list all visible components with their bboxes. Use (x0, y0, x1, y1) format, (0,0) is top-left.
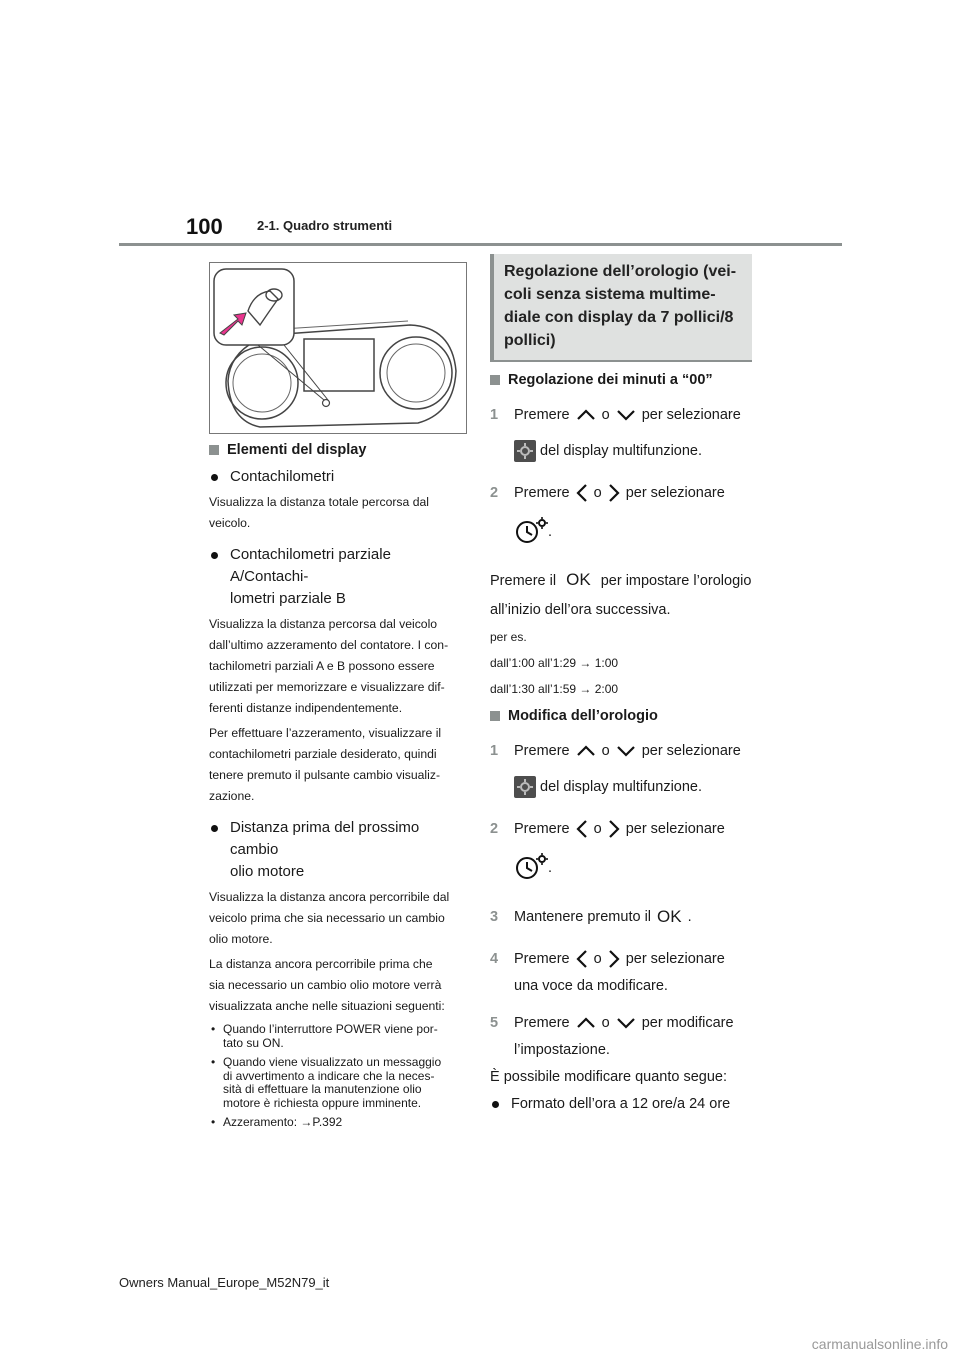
chevron-left-icon (576, 819, 588, 839)
modify-heading (490, 708, 752, 724)
title-rule (490, 360, 752, 362)
step-number: 1 (490, 407, 499, 423)
trip-desc-2: dall’ultimo azzeramento del contatore. I con- (209, 638, 449, 652)
square-bullet-icon (490, 375, 500, 385)
step-text: per selezionare (641, 743, 741, 759)
oil-desc2-3: visualizzata anche nelle situazioni seguenti: (209, 999, 445, 1013)
modify-step-4-sub: una voce da modificare. (514, 978, 668, 994)
step-number: 2 (490, 485, 499, 501)
modify-step-2 (490, 818, 752, 840)
page-number: 100 (186, 214, 223, 239)
list-item: • Quando l’interruttore POWER viene por- tato su ON. (211, 1022, 438, 1050)
display-heading-text: Elementi del display (227, 442, 367, 458)
or-text: o (601, 743, 610, 759)
trip-desc-5: ferenti distanze indipendentemente. (209, 701, 403, 715)
text: per impostare l’orologio (600, 573, 752, 589)
example-1: dall’1:00 all’1:29 → 1:00 (490, 656, 619, 670)
oil-title-line1: Distanza prima del prossimo cambio (230, 819, 420, 858)
chevron-right-icon (608, 949, 620, 969)
bullet-icon (211, 825, 218, 832)
possibile-text: È possibile modificare quanto segue: (490, 1069, 727, 1085)
step-text: del display multifunzione. (540, 443, 703, 459)
step-text: Premere (514, 1015, 570, 1031)
step-text: per selezionare (625, 951, 725, 967)
step-text: Premere (514, 743, 570, 759)
odometer-desc-2: veicolo. (209, 516, 251, 530)
minutes-heading (490, 372, 752, 388)
oil-desc2-1: La distanza ancora percorribile prima che (209, 957, 433, 971)
chevron-left-icon (576, 949, 588, 969)
step-text: Mantenere premuto il (514, 909, 652, 925)
step-number: 1 (490, 743, 499, 759)
trip-title-line2: lometri parziale B (230, 590, 346, 607)
watermark: carmanualsonline.info (811, 1336, 948, 1352)
chevron-right-icon (608, 819, 620, 839)
square-bullet-icon (490, 711, 500, 721)
trip-reset-2: contachilometri parziale desiderato, quindi (209, 747, 437, 761)
step-text: per selezionare (625, 485, 725, 501)
example-label: per es. (490, 630, 527, 644)
list-item-text: sità di effettuare la manutenzione olio (223, 1082, 422, 1096)
step-number: 4 (490, 951, 499, 967)
minutes-heading-text: Regolazione dei minuti a “00” (508, 372, 713, 388)
step-2-sub (490, 516, 752, 548)
format-item (490, 1093, 752, 1115)
modify-step-5 (490, 1012, 752, 1034)
oil-desc-3: olio motore. (209, 932, 273, 946)
or-text: o (593, 485, 602, 501)
or-text: o (593, 821, 602, 837)
clock-settings-icon (514, 516, 548, 548)
oil-desc-1: Visualizza la distanza ancora percorribile dal (209, 890, 450, 904)
modify-step-1-sub (490, 776, 752, 798)
step-number: 3 (490, 909, 499, 925)
footer: Owners Manual_Europe_M52N79_it (119, 1275, 330, 1290)
or-text: o (593, 951, 602, 967)
step-text: del display multifunzione. (540, 779, 703, 795)
instrument-cluster-figure (209, 262, 467, 434)
step-text: Premere (514, 485, 570, 501)
chevron-down-icon (616, 409, 636, 421)
step-text: Premere (514, 407, 570, 423)
step-text: per selezionare (625, 821, 725, 837)
modify-step-1 (490, 740, 752, 762)
oil-desc-2: veicolo prima che sia necessario un cambio (209, 911, 445, 925)
format-item-text: Formato dell’ora a 12 ore/a 24 ore (511, 1096, 731, 1112)
chevron-left-icon (576, 483, 588, 503)
list-item: • Quando viene visualizzato un messaggio di avvertimento a indicare che la neces- sità di effettuare la manutenzione olio motore è richiesta oppure imminente. (211, 1055, 442, 1110)
list-item-text: tato su ON. (223, 1035, 284, 1050)
list-item-text: Quando l’interruttore POWER viene por- (223, 1022, 438, 1036)
modify-heading-text: Modifica dell’orologio (508, 708, 658, 724)
ok-icon: OK (566, 570, 591, 589)
trip-desc-3: tachilometri parziali A e B possono essere (209, 659, 435, 673)
trip-reset-1: Per effettuare l’azzeramento, visualizzare il (209, 726, 442, 740)
settings-gear-icon (514, 440, 536, 462)
square-bullet-icon (209, 445, 219, 455)
title-line-4: pollici) (504, 332, 556, 349)
right-column (490, 254, 752, 1119)
list-item-text: Quando viene visualizzato un messaggio (223, 1055, 442, 1069)
bullet-icon (492, 1101, 499, 1108)
chevron-up-icon (576, 409, 596, 421)
odometer-title-text: Contachilometri (230, 468, 335, 485)
trip-reset-4: zazione. (209, 789, 255, 803)
ok-instruction (490, 566, 752, 595)
or-text: o (601, 1015, 610, 1031)
ok-icon: OK (657, 907, 682, 926)
bullet-icon (211, 474, 218, 481)
title-line-1: Regolazione dell’orologio (vei- (504, 263, 737, 280)
oil-title-line2: olio motore (230, 863, 305, 880)
settings-gear-icon (514, 776, 536, 798)
example-2: dall’1:30 all’1:59 → 2:00 (490, 682, 619, 696)
modify-step-4 (490, 948, 752, 970)
clock-settings-icon (514, 852, 548, 884)
odometer-title (209, 466, 467, 488)
list-item: • Azzeramento: →P.392 (211, 1115, 343, 1129)
period: . (687, 909, 692, 925)
title-line-3: diale con display da 7 pollici/8 (504, 309, 734, 326)
title-line-2: coli senza sistema multime- (504, 286, 716, 303)
chevron-down-icon (616, 745, 636, 757)
section-label: 2-1. Quadro strumenti (257, 218, 393, 233)
trip-title-line1: Contachilometri parziale A/Contachi- (230, 546, 391, 585)
ok-instruction-2: all’inizio dell’ora successiva. (490, 602, 671, 618)
trip-desc-4: utilizzati per memorizzare e visualizzare dif- (209, 680, 445, 694)
period: . (548, 524, 553, 540)
period: . (548, 860, 553, 876)
step-text: per selezionare (641, 407, 741, 423)
list-item-text: di avvertimento a indicare che la neces- (223, 1068, 435, 1083)
chevron-up-icon (576, 745, 596, 757)
step-text: per modificare (641, 1015, 734, 1031)
display-heading (209, 442, 467, 458)
header-rule (119, 243, 842, 246)
section-title-box (490, 254, 752, 360)
oil-desc2-2: sia necessario un cambio olio motore verrà (209, 978, 442, 992)
step-1-sub (490, 440, 752, 462)
list-item-text: motore è richiesta oppure imminente. (223, 1095, 422, 1110)
or-text: o (601, 407, 610, 423)
modify-step-5-sub: l’impostazione. (514, 1042, 610, 1058)
oil-title (209, 817, 467, 883)
step-number: 5 (490, 1015, 499, 1031)
step-1 (490, 404, 752, 426)
trip-reset-3: tenere premuto il pulsante cambio visualiz- (209, 768, 440, 782)
left-column (209, 262, 467, 1130)
chevron-up-icon (576, 1017, 596, 1029)
trip-title (209, 544, 467, 610)
modify-step-3 (490, 906, 752, 928)
chevron-down-icon (616, 1017, 636, 1029)
step-2 (490, 482, 752, 504)
step-number: 2 (490, 821, 499, 837)
step-text: Premere (514, 951, 570, 967)
cluster-illustration (210, 263, 466, 433)
step-text: Premere (514, 821, 570, 837)
text: Premere il (490, 573, 557, 589)
bullet-icon (211, 552, 218, 559)
chevron-right-icon (608, 483, 620, 503)
trip-desc-1: Visualizza la distanza percorsa dal veicolo (209, 617, 438, 631)
page-reference-link[interactable]: Azzeramento: →P.392 (223, 1115, 343, 1129)
modify-step-2-sub (490, 852, 752, 884)
odometer-desc-1: Visualizza la distanza totale percorsa dal (209, 495, 429, 509)
